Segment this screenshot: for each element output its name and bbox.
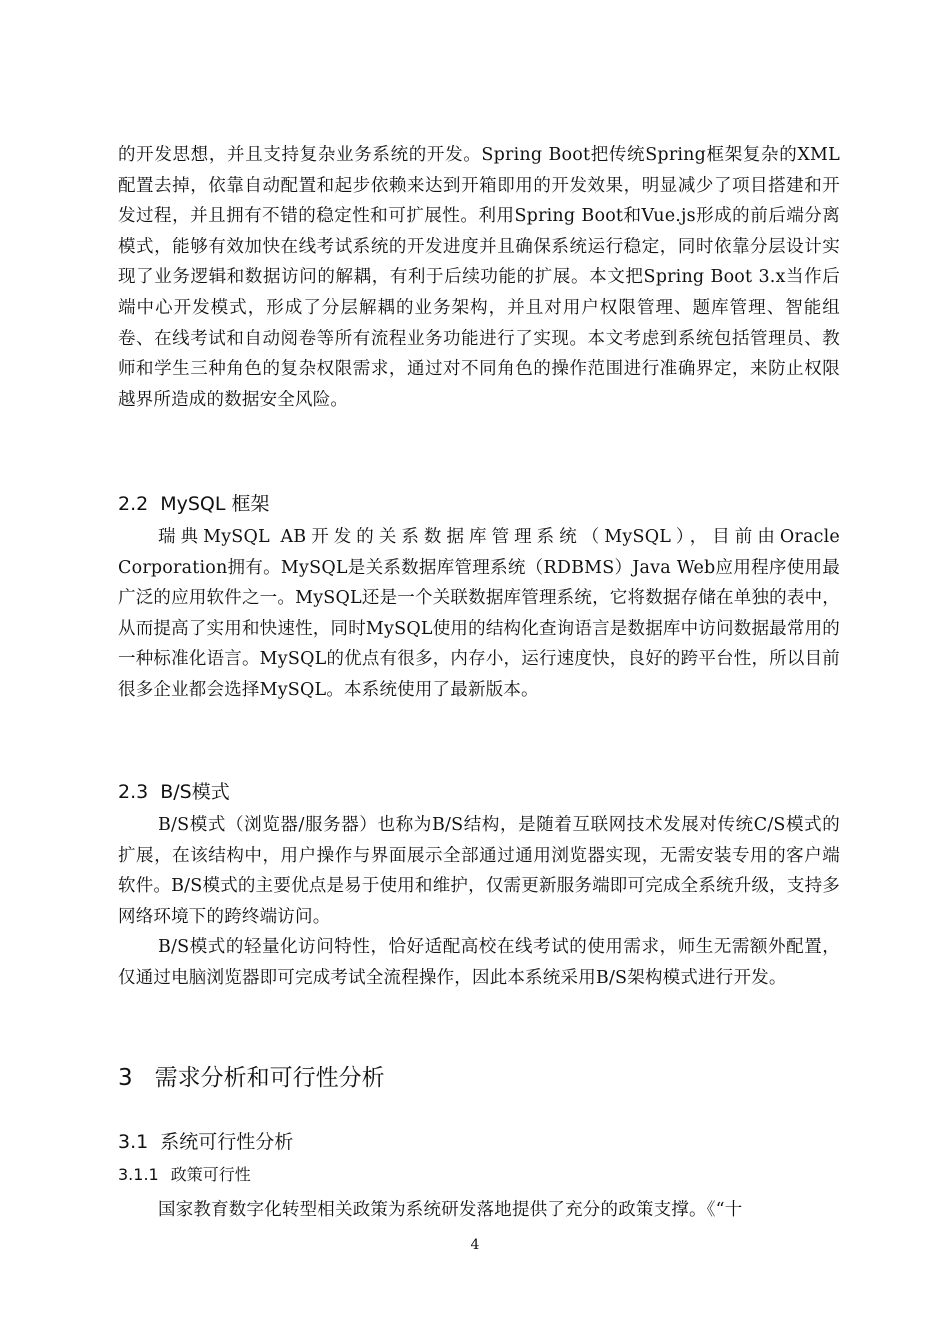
paragraph-bs-intro: B/S模式（浏览器/服务器）也称为B/S结构，是随着互联网技术发展对传统C/S模式的扩展，在该结构中，用户操作与界面展示全部通过通用浏览器实现，无需安装专用的客户端软件。B/S模式的主要优点是易于使用和维护，仅需更新服务端即可完成全系统升级，支持多网络环境下的跨终端访问。 — [118, 815, 840, 927]
heading-title: B/S模式 — [160, 781, 230, 803]
page-number: 4 — [470, 1237, 480, 1253]
heading-title: 需求分析和可行性分析 — [154, 1065, 385, 1091]
paragraph-bs-usage: B/S模式的轻量化访问特性，恰好适配高校在线考试的使用需求，师生无需额外配置，仅通过电脑浏览器即可完成考试全流程操作，因此本系统采用B/S架构模式进行开发。 — [118, 937, 840, 988]
heading-number: 3 — [118, 1065, 133, 1091]
heading-number: 3.1 — [118, 1131, 149, 1153]
paragraph-spring-boot: 的开发思想，并且支持复杂业务系统的开发。Spring Boot把传统Spring框架复杂的XML配置去掉，依靠自动配置和起步依赖来达到开箱即用的开发效果，明显减少了项目搭建和开发过程，并且拥有不错的稳定性和可扩展性。利用Spring Boot和Vue.js形成的前后端分离模式，能够有效加快在线考试系统的开发进度并且确保系统运行稳定，同时依靠分层设计实现了业务逻辑和数据访问的解耦，有利于后续功能的扩展。本文把Spring Boot 3.x当作后端中心开发模式，形成了分层解耦的业务架构，并且对用户权限管理、题库管理、智能组卷、在线考试和自动阅卷等所有流程业务功能进行了实现。本文考虑到系统包括管理员、教师和学生三种角色的复杂权限需求，通过对不同角色的操作范围进行准确界定，来防止权限越界所造成的数据安全风险。 — [118, 145, 840, 410]
heading-number: 3.1.1 — [118, 1165, 159, 1184]
heading-title: 系统可行性分析 — [160, 1131, 294, 1153]
heading-3-1 — [118, 1128, 293, 1156]
heading-title: 政策可行性 — [170, 1165, 251, 1184]
heading-3-1-1 — [118, 1163, 251, 1187]
heading-number: 2.3 — [118, 781, 149, 803]
paragraph-mysql: 瑞典MySQL AB开发的关系数据库管理系统（MySQL），目前由Oracle Corporation拥有。MySQL是关系数据库管理系统（RDBMS）Java Web应用程序使用最广泛的应用软件之一。MySQL还是一个关联数据库管理系统，它将数据存储在单独的表中，从而提高了实用和快速性，同时MySQL使用的结构化查询语言是数据库中访问数据最常用的一种标准化语言。MySQL的优点有很多，内存小，运行速度快，良好的跨平台性，所以目前很多企业都会选择MySQL。本系统使用了最新版本。 — [118, 527, 840, 700]
heading-2-2 — [118, 490, 270, 518]
heading-3 — [118, 1062, 385, 1094]
heading-title: MySQL 框架 — [160, 493, 270, 515]
heading-number: 2.2 — [118, 493, 149, 515]
heading-2-3 — [118, 778, 230, 806]
paragraph-policy: 国家教育数字化转型相关政策为系统研发落地提供了充分的政策支撑。《“十 — [158, 1200, 743, 1220]
